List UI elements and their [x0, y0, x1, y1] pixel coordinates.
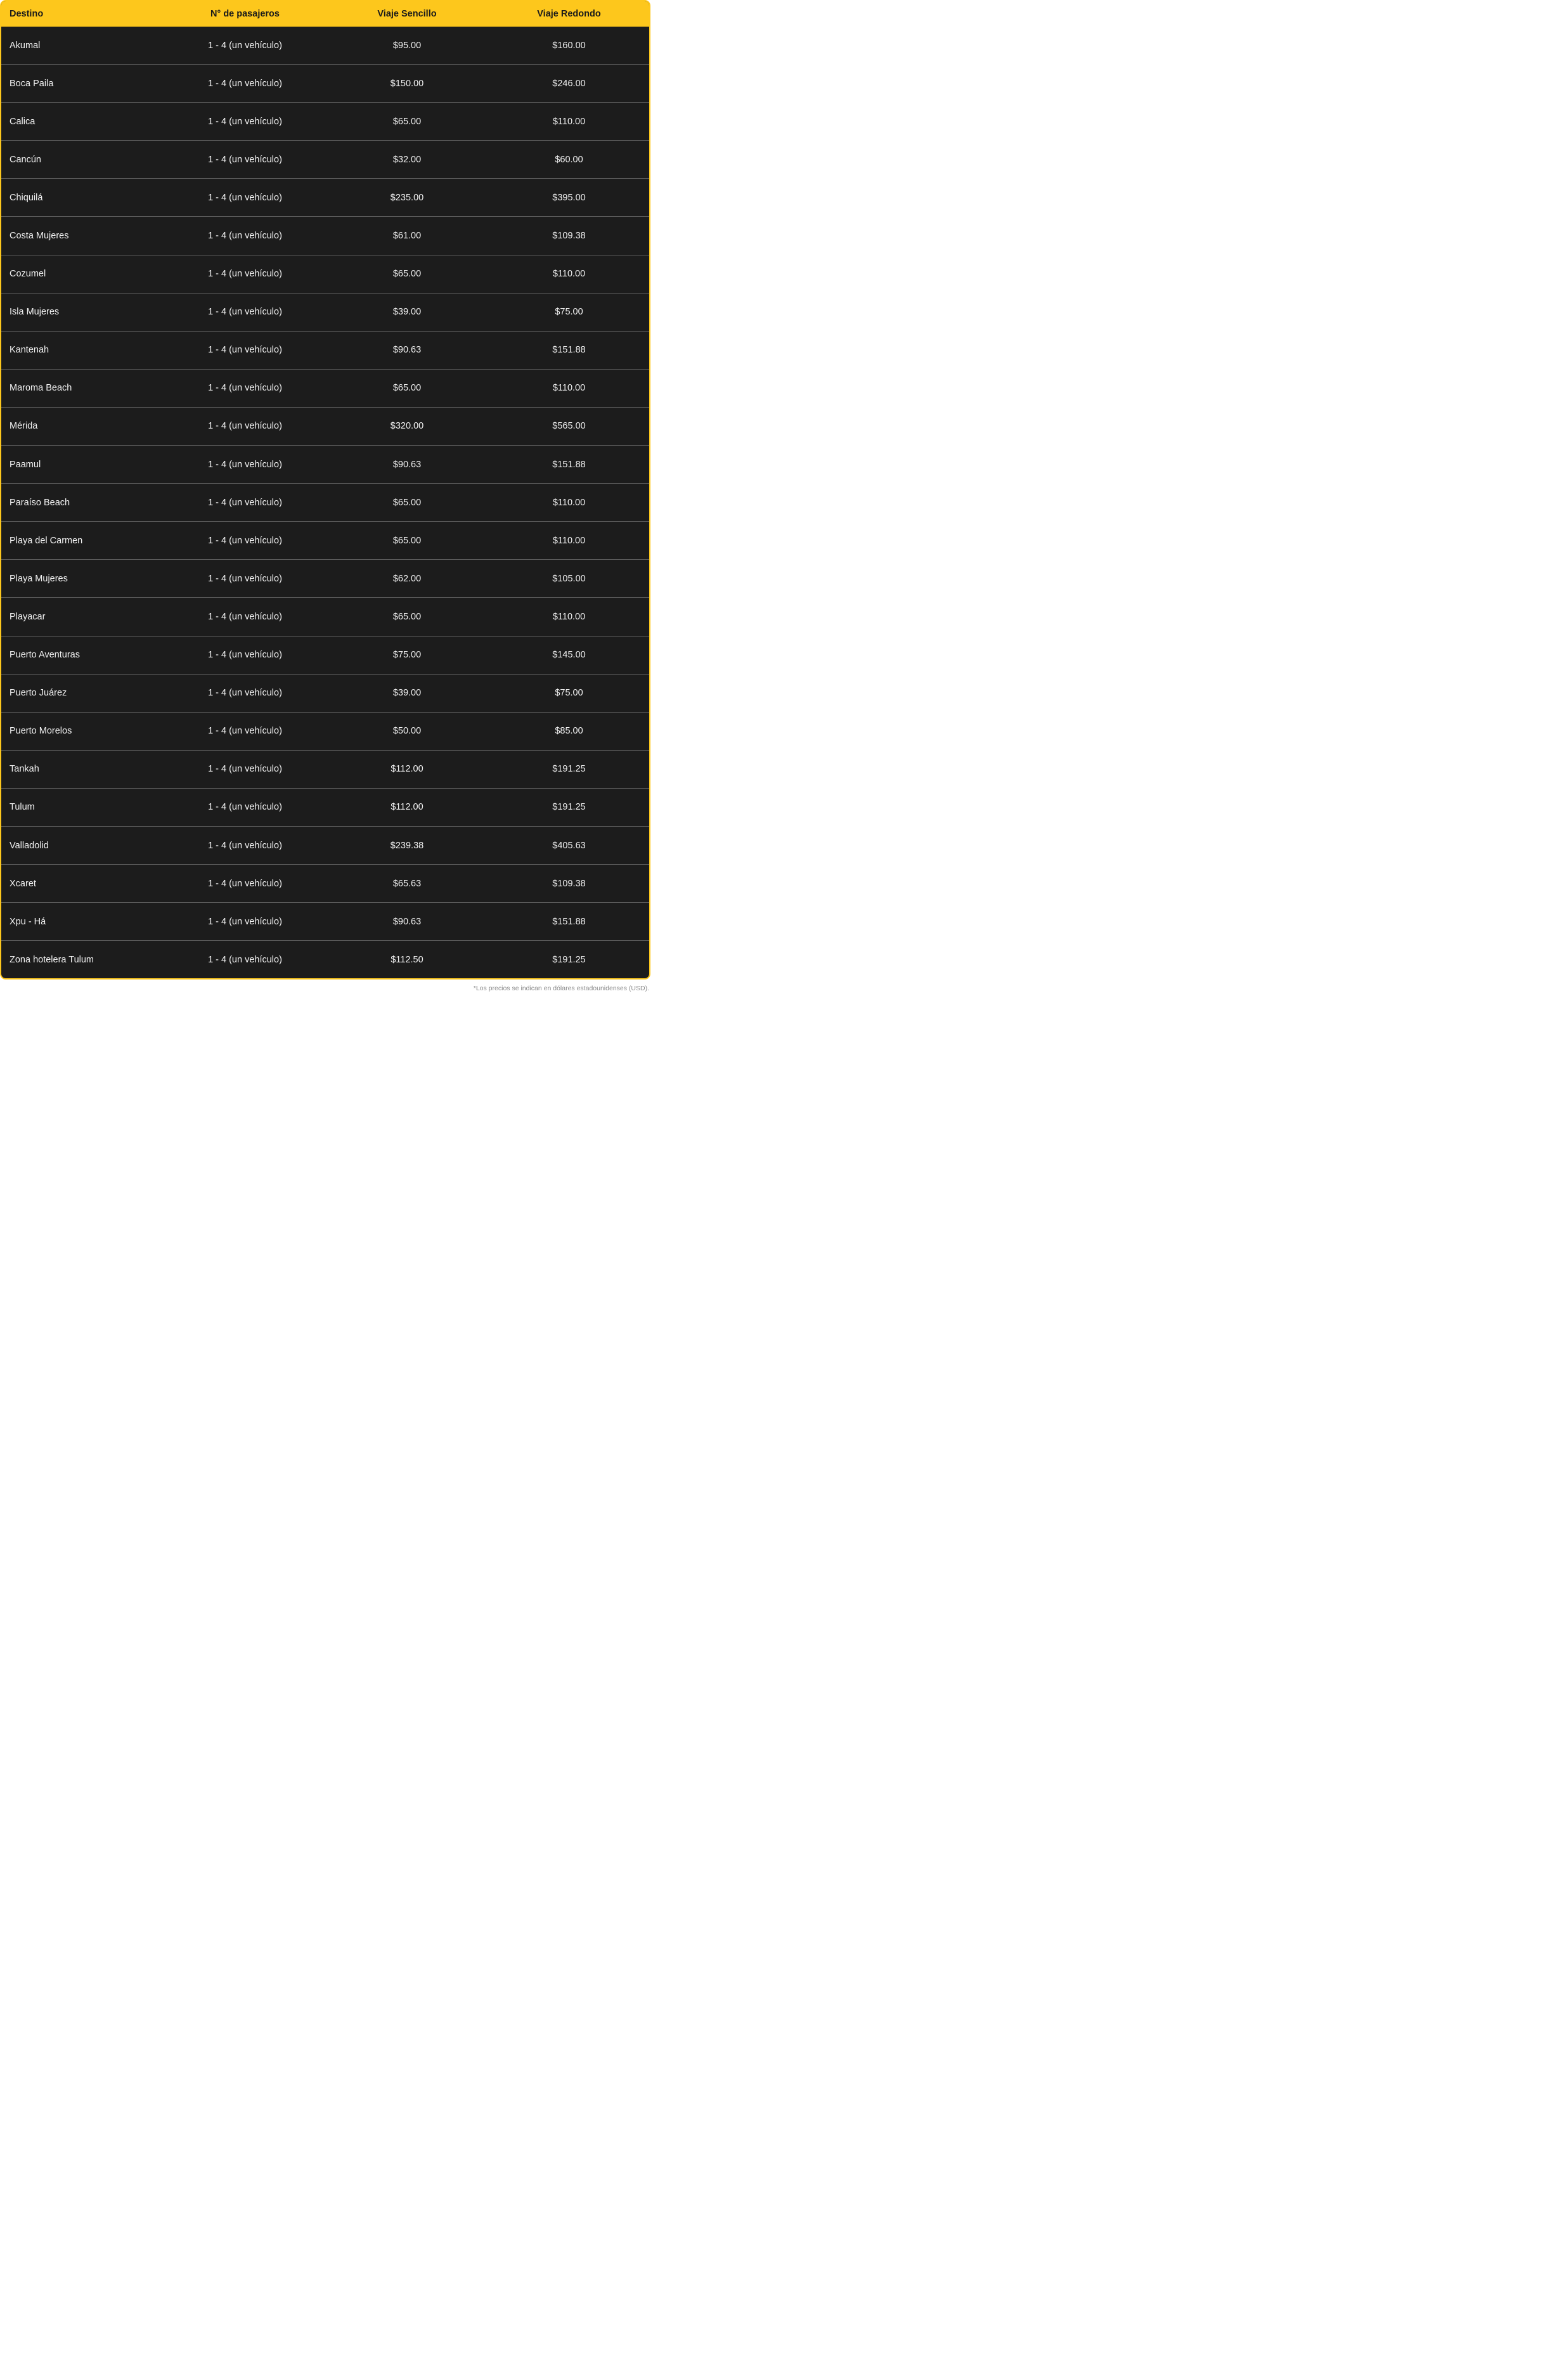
table-row — [1, 217, 649, 255]
viaje-sencillo-cell: $239.38 — [390, 840, 424, 851]
viaje-sencillo-cell: $90.63 — [392, 345, 422, 356]
pasajeros-cell: 1 - 4 (un vehículo) — [208, 269, 282, 280]
viaje-redondo-cell: $110.00 — [552, 535, 586, 546]
pasajeros-cell: 1 - 4 (un vehículo) — [208, 726, 282, 737]
viaje-redondo-cell: $85.00 — [555, 726, 583, 737]
table-body — [1, 27, 649, 979]
viaje-sencillo-cell: $65.00 — [392, 497, 422, 508]
pasajeros-cell: 1 - 4 (un vehículo) — [208, 192, 282, 203]
destino-cell: Tulum — [10, 802, 35, 813]
table-row — [1, 408, 649, 446]
viaje-sencillo-cell: $150.00 — [390, 78, 424, 89]
viaje-redondo-cell: $160.00 — [552, 40, 586, 51]
destino-cell: Playacar — [10, 611, 46, 622]
viaje-sencillo-cell: $95.00 — [392, 40, 422, 51]
pasajeros-cell: 1 - 4 (un vehículo) — [208, 840, 282, 851]
table-row — [1, 941, 649, 979]
viaje-sencillo-cell: $65.00 — [392, 535, 422, 546]
destino-cell: Cancún — [10, 154, 41, 165]
viaje-sencillo-cell: $50.00 — [392, 726, 422, 737]
pasajeros-cell: 1 - 4 (un vehículo) — [208, 650, 282, 661]
viaje-sencillo-cell: $65.00 — [392, 116, 422, 127]
viaje-sencillo-cell: $235.00 — [390, 192, 424, 203]
destino-cell: Paraíso Beach — [10, 497, 70, 508]
destino-cell: Isla Mujeres — [10, 307, 60, 318]
pasajeros-cell: 1 - 4 (un vehículo) — [208, 878, 282, 889]
destino-cell: Costa Mujeres — [10, 231, 69, 242]
table-row — [1, 294, 649, 332]
destino-cell: Akumal — [10, 40, 41, 51]
viaje-redondo-cell: $75.00 — [555, 307, 583, 318]
destino-cell: Maroma Beach — [10, 383, 72, 394]
viaje-redondo-cell: $246.00 — [552, 78, 586, 89]
viaje-redondo-cell: $565.00 — [552, 421, 586, 432]
viaje-sencillo-cell: $65.00 — [392, 383, 422, 394]
pasajeros-cell: 1 - 4 (un vehículo) — [208, 231, 282, 242]
viaje-redondo-cell: $110.00 — [552, 611, 586, 622]
viaje-redondo-cell: $110.00 — [552, 116, 586, 127]
viaje-sencillo-cell: $65.00 — [392, 611, 422, 622]
viaje-redondo-cell: $75.00 — [555, 688, 583, 699]
destino-cell: Puerto Aventuras — [10, 650, 80, 661]
pasajeros-cell: 1 - 4 (un vehículo) — [208, 688, 282, 699]
pasajeros-cell: 1 - 4 (un vehículo) — [208, 154, 282, 165]
viaje-redondo-cell: $151.88 — [552, 345, 586, 356]
viaje-redondo-cell: $110.00 — [552, 383, 586, 394]
viaje-sencillo-cell: $39.00 — [392, 688, 422, 699]
viaje-sencillo-cell: $32.00 — [392, 154, 422, 165]
viaje-redondo-cell: $151.88 — [552, 459, 586, 470]
viaje-redondo-cell: $151.88 — [552, 916, 586, 927]
rates-table — [0, 0, 650, 980]
viaje-sencillo-cell: $112.00 — [391, 802, 423, 813]
pasajeros-cell: 1 - 4 (un vehículo) — [208, 611, 282, 622]
pasajeros-cell: 1 - 4 (un vehículo) — [208, 764, 282, 775]
viaje-sencillo-cell: $39.00 — [392, 307, 422, 318]
table-row — [1, 332, 649, 370]
price-currency-note: *Los precios se indican en dólares estadounidenses (USD). — [473, 985, 649, 992]
destino-cell: Playa del Carmen — [10, 535, 83, 546]
viaje-redondo-cell: $191.25 — [552, 955, 586, 966]
viaje-redondo-cell: $191.25 — [552, 802, 586, 813]
viaje-sencillo-cell: $65.00 — [392, 269, 422, 280]
pasajeros-cell: 1 - 4 (un vehículo) — [208, 955, 282, 966]
pasajeros-cell: 1 - 4 (un vehículo) — [208, 40, 282, 51]
table-row — [1, 675, 649, 713]
pasajeros-cell: 1 - 4 (un vehículo) — [208, 459, 282, 470]
destino-cell: Cozumel — [10, 269, 46, 280]
table-row — [1, 713, 649, 751]
viaje-redondo-cell: $145.00 — [552, 650, 586, 661]
table-row — [1, 827, 649, 865]
viaje-sencillo-cell: $90.63 — [392, 916, 422, 927]
column-header-pasajeros: N° de pasajeros — [210, 9, 280, 19]
pasajeros-cell: 1 - 4 (un vehículo) — [208, 78, 282, 89]
destino-cell: Kantenah — [10, 345, 49, 356]
table-row — [1, 903, 649, 941]
destino-cell: Boca Paila — [10, 78, 54, 89]
table-row — [1, 446, 649, 484]
destino-cell: Tankah — [10, 764, 39, 775]
pasajeros-cell: 1 - 4 (un vehículo) — [208, 535, 282, 546]
table-row — [1, 27, 649, 65]
viaje-redondo-cell: $109.38 — [552, 878, 586, 889]
destino-cell: Zona hotelera Tulum — [10, 955, 94, 966]
pasajeros-cell: 1 - 4 (un vehículo) — [208, 802, 282, 813]
viaje-sencillo-cell: $320.00 — [390, 421, 424, 432]
pasajeros-cell: 1 - 4 (un vehículo) — [208, 497, 282, 508]
destino-cell: Puerto Morelos — [10, 726, 72, 737]
table-row — [1, 484, 649, 522]
destino-cell: Chiquilá — [10, 192, 43, 203]
pasajeros-cell: 1 - 4 (un vehículo) — [208, 116, 282, 127]
destino-cell: Xcaret — [10, 878, 36, 889]
table-row — [1, 598, 649, 636]
viaje-sencillo-cell: $61.00 — [392, 231, 422, 242]
viaje-sencillo-cell: $65.63 — [392, 878, 422, 889]
table-row — [1, 103, 649, 141]
destino-cell: Mérida — [10, 421, 38, 432]
destino-cell: Calica — [10, 116, 36, 127]
table-row — [1, 370, 649, 408]
pasajeros-cell: 1 - 4 (un vehículo) — [208, 307, 282, 318]
table-row — [1, 637, 649, 675]
viaje-redondo-cell: $405.63 — [552, 840, 586, 851]
viaje-redondo-cell: $60.00 — [555, 154, 583, 165]
viaje-sencillo-cell: $62.00 — [392, 573, 422, 584]
pasajeros-cell: 1 - 4 (un vehículo) — [208, 383, 282, 394]
destino-cell: Paamul — [10, 459, 41, 470]
column-header-viaje-sencillo: Viaje Sencillo — [377, 9, 437, 19]
viaje-redondo-cell: $105.00 — [552, 573, 586, 584]
viaje-sencillo-cell: $112.00 — [391, 764, 423, 775]
viaje-redondo-cell: $110.00 — [552, 497, 586, 508]
pasajeros-cell: 1 - 4 (un vehículo) — [208, 345, 282, 356]
table-header — [1, 1, 649, 27]
table-row — [1, 560, 649, 598]
destino-cell: Playa Mujeres — [10, 573, 68, 584]
viaje-sencillo-cell: $112.50 — [391, 955, 423, 966]
table-row — [1, 65, 649, 103]
viaje-sencillo-cell: $75.00 — [392, 650, 422, 661]
pasajeros-cell: 1 - 4 (un vehículo) — [208, 573, 282, 584]
table-row — [1, 751, 649, 789]
table-row — [1, 255, 649, 294]
destino-cell: Xpu - Há — [10, 916, 46, 927]
table-row — [1, 522, 649, 560]
viaje-redondo-cell: $109.38 — [552, 231, 586, 242]
destino-cell: Puerto Juárez — [10, 688, 67, 699]
viaje-redondo-cell: $395.00 — [552, 192, 586, 203]
pasajeros-cell: 1 - 4 (un vehículo) — [208, 421, 282, 432]
table-row — [1, 865, 649, 903]
column-header-destino: Destino — [10, 9, 44, 19]
viaje-redondo-cell: $191.25 — [552, 764, 586, 775]
destino-cell: Valladolid — [10, 840, 49, 851]
table-row — [1, 141, 649, 179]
pasajeros-cell: 1 - 4 (un vehículo) — [208, 916, 282, 927]
viaje-redondo-cell: $110.00 — [552, 269, 586, 280]
viaje-sencillo-cell: $90.63 — [392, 459, 422, 470]
table-row — [1, 179, 649, 217]
table-row — [1, 789, 649, 827]
column-header-viaje-redondo: Viaje Redondo — [537, 9, 601, 19]
